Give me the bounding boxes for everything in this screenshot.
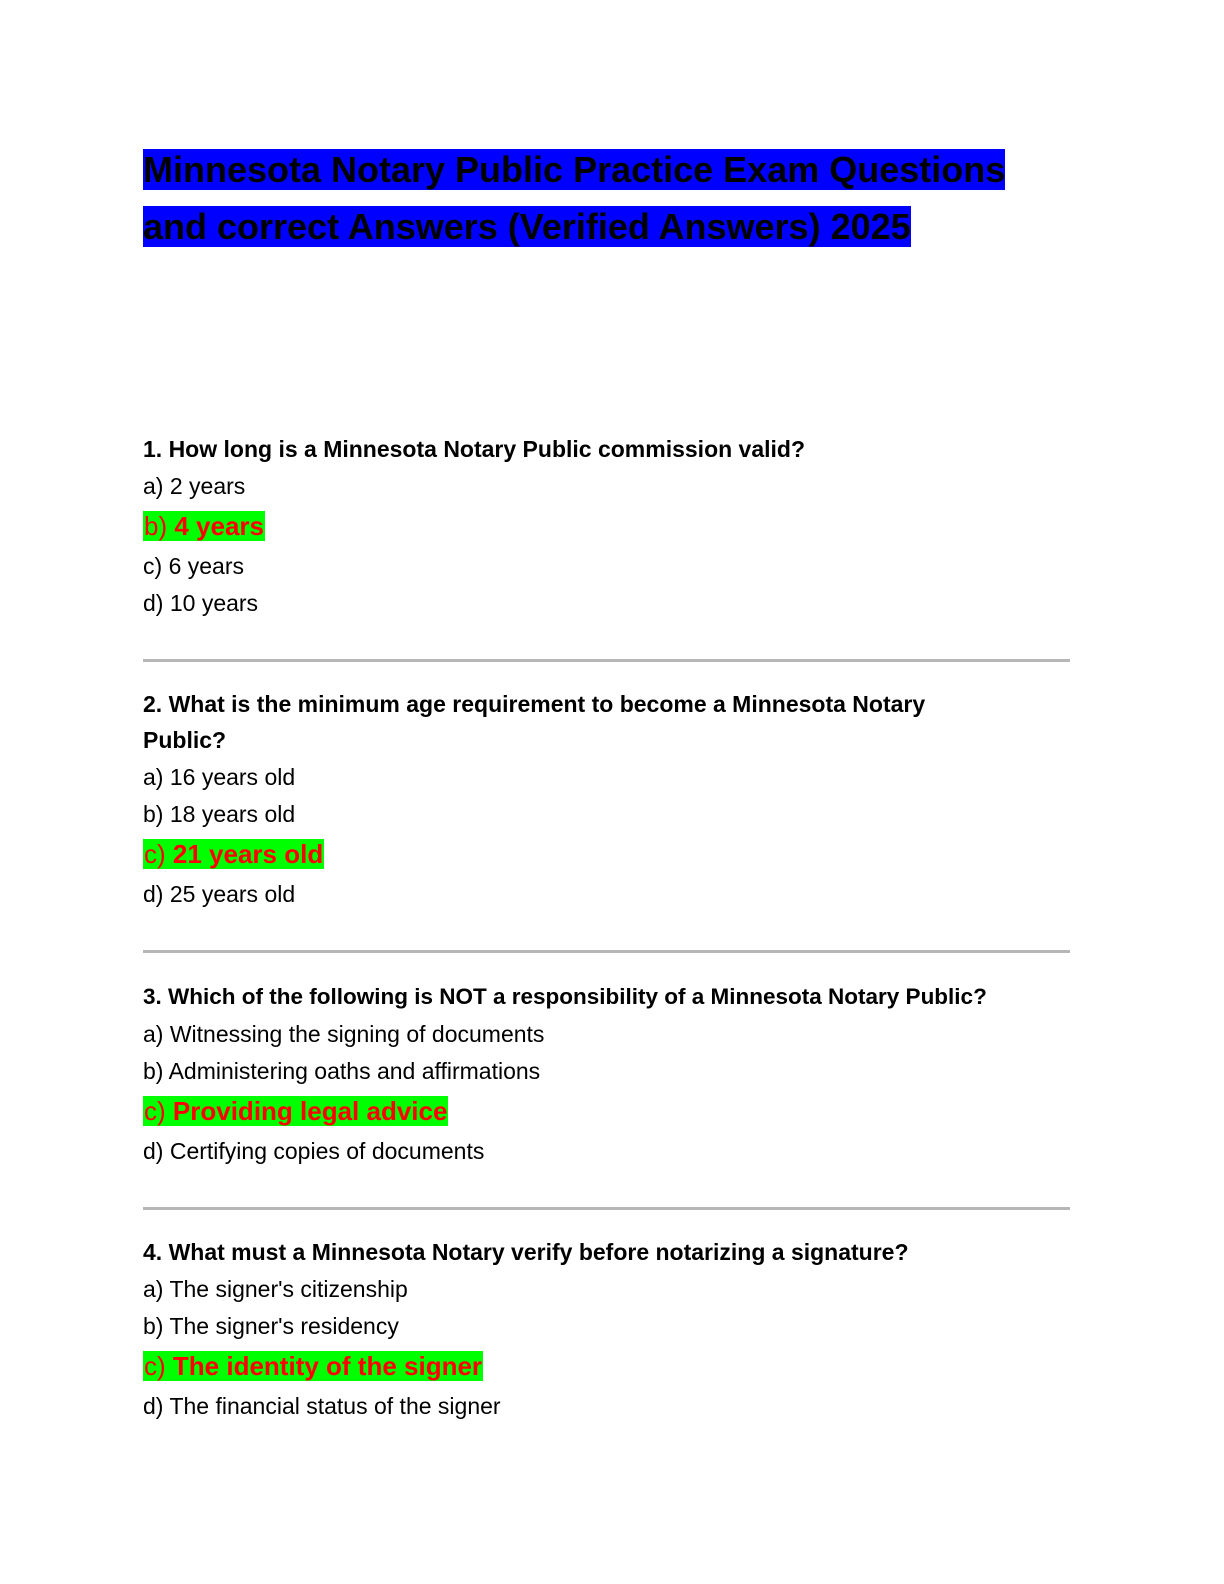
section-divider [143,950,1070,953]
question-4 [143,1234,1073,1425]
question-3 [143,979,1083,1170]
option-b: b) 18 years old [143,801,296,827]
option-a: a) 2 years [143,473,246,499]
option-a: a) Witnessing the signing of documents [143,1021,545,1047]
section-divider [143,1207,1070,1210]
option-a: a) 16 years old [143,764,296,790]
option-d: d) 25 years old [143,881,296,907]
option-d: d) Certifying copies of documents [143,1138,485,1164]
option-c-correct-answer: c) The identity of the signer [144,1351,483,1381]
option-c: c) 6 years [143,553,244,579]
question-text: 2. What is the minimum age requirement to become a Minnesota Notary Public? [143,691,926,753]
option-c-correct-answer: c) Providing legal advice [144,1096,448,1126]
question-text: 1. How long is a Minnesota Notary Public commission valid? [143,436,806,462]
option-d: d) 10 years [143,590,259,616]
option-b: b) The signer's residency [143,1313,399,1339]
question-text: 4. What must a Minnesota Notary verify before notarizing a signature? [143,1239,909,1265]
option-c-correct-answer: c) 21 years old [144,839,324,869]
question-text: 3. Which of the following is NOT a responsibility of a Minnesota Notary Public? [143,984,987,1009]
option-d: d) The financial status of the signer [143,1393,501,1419]
section-divider [143,659,1070,662]
title-line-1: Minnesota Notary Public Practice Exam Questions [143,149,1006,190]
option-b: b) Administering oaths and affirmations [143,1058,541,1084]
question-1 [143,431,1073,622]
title-line-2: and correct Answers (Verified Answers) 2025 [143,206,911,247]
question-2 [143,686,1003,913]
document-title [143,141,1083,255]
option-b-correct-answer: b) 4 years [144,511,265,541]
option-a: a) The signer's citizenship [143,1276,408,1302]
